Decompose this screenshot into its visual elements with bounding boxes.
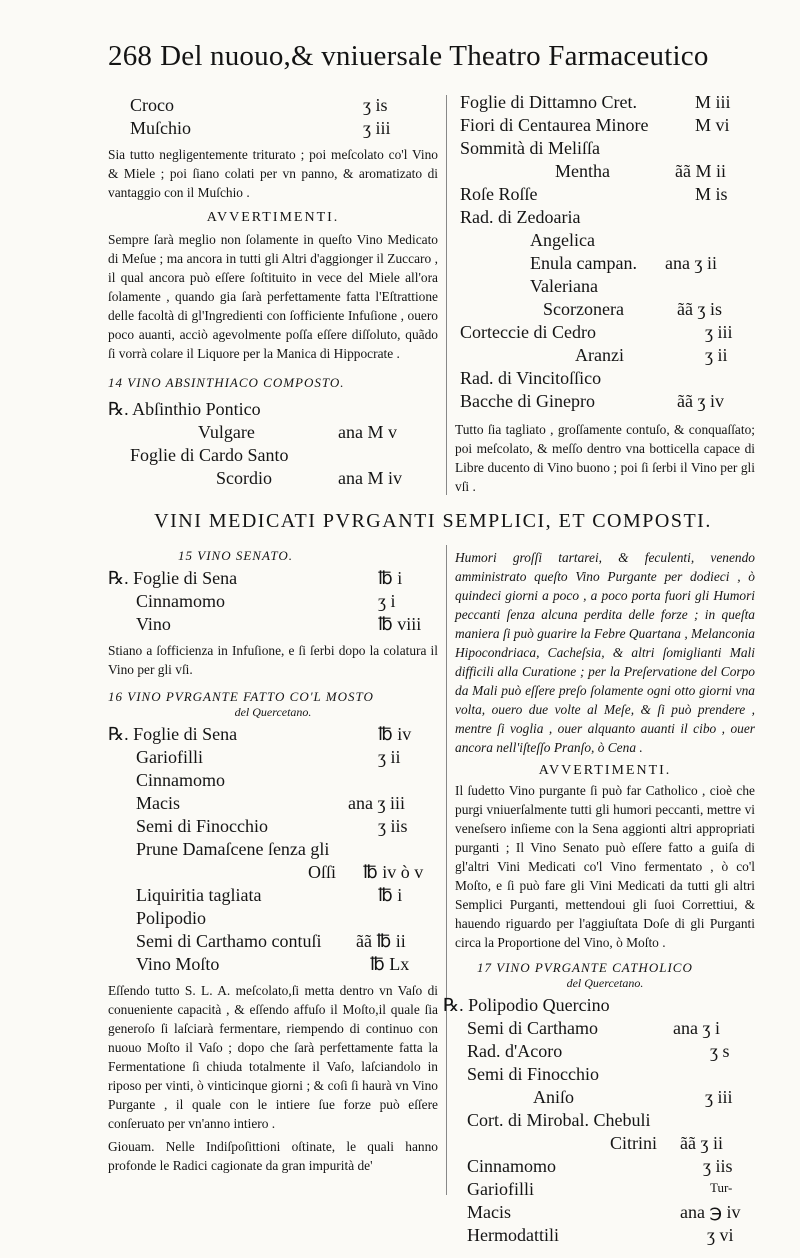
ingredient-name: Cinnamomo (136, 770, 225, 790)
ingredient-qty: ãã ʒ iv (677, 391, 724, 411)
ingredient-name: Cinnamomo (136, 591, 225, 611)
ingredient-row (455, 345, 755, 368)
ingredient-name: Semi di Carthamo contuſi (136, 931, 322, 951)
ingredient-row (455, 161, 755, 184)
ingredient-qty: M vi (695, 115, 730, 135)
ingredient-row (108, 445, 438, 468)
ingredient-qty: M is (695, 184, 728, 204)
ingredient-name: Aniſo (533, 1087, 575, 1107)
ingredient-row (455, 299, 755, 322)
preparation-text: Stiano a ſofficienza in Infuſione, e ſi ſerbi dopo la colatura il Vino per gli vſi. (108, 643, 438, 677)
ingredient-qty: ʒ iis (378, 816, 408, 836)
left-column-bottom (108, 548, 438, 1175)
ingredient-name: Semi di Finocchio (467, 1064, 599, 1084)
ingredient-name: Citrini (610, 1133, 658, 1153)
ingredient-name: Semi di Carthamo (467, 1018, 598, 1038)
benefits-text-continued: Humori groſſi tartarei, & feculenti, venendo amministrato queſto Vino Purgante per dodieci , ò quindeci giorni a poco , a poco porta fuori gli Humori peccanti ſenza alcuna perdita delle forze ; in queſta maniera ſi può guarire la Febre Quartana , Melanconia Hipocondriaca, Cacheſsia, & altri ſomiglianti Mali difficili alla Curatione ; per la Preſervatione del Corpo da Mali può eſſere preſo ſolamente ogni otto giorni vna volta, ouero due volte al Meſe, & ſi può prendere , mentre ſi voglia , ouer alquanto auanti il cibo , ouer ancora nell'iſteſſo Pranſo, ò Cena . (455, 550, 755, 755)
running-title: Del nuouo,& vniuersale Theatro Farmaceutico (160, 40, 709, 72)
ingredient-name: Corteccie di Cedro (460, 322, 596, 342)
ingredient-qty: ʒ iii (363, 118, 391, 138)
ingredient-row (108, 422, 438, 445)
ingredient-name: Vulgare (198, 422, 255, 442)
ingredient-name: ℞. Abſinthio Pontico (108, 399, 261, 419)
page-number: 268 (108, 40, 153, 72)
ingredient-name: Oſſi (308, 862, 337, 882)
ingredient-qty: ãã M ii (675, 161, 726, 181)
ingredient-qty: ʒ i (378, 591, 396, 611)
ingredient-row (108, 908, 438, 931)
ingredient-name: Semi di Finocchio (136, 816, 268, 836)
ingredient-name: Macis (136, 793, 180, 813)
benefits-text: Giouam. Nelle Indiſpoſittioni oſtinate, le quali hanno profonde le Radici cagionate da gran impurità de' (108, 1139, 438, 1173)
ingredient-row (108, 954, 438, 977)
ingredient-name: Fiori di Centaurea Minore (460, 115, 649, 135)
ingredient-name: Foglie di Cardo Santo (130, 445, 289, 465)
ingredient-name: Valeriana (530, 276, 598, 296)
ingredient-name: ℞. Polipodio Quercino (443, 995, 610, 1015)
ingredient-row (108, 885, 438, 908)
ingredient-qty: ʒ ii (705, 345, 728, 365)
ingredient-row (455, 230, 755, 253)
column-rule-bottom (446, 545, 447, 1195)
ingredient-row (443, 995, 755, 1018)
ingredient-name: Vino (136, 614, 171, 634)
ingredient-qty: ãã ʒ ii (680, 1133, 723, 1153)
ingredient-name: Rad. d'Acoro (467, 1041, 563, 1061)
ingredient-row (455, 1225, 755, 1248)
right-column-bottom (443, 548, 755, 1248)
ingredient-name: Scordio (216, 468, 272, 488)
ingredient-qty: ʒ vi (707, 1225, 734, 1245)
ingredient-qty: ãã ℔ ii (356, 931, 406, 951)
ingredient-qty: ana M v (338, 422, 397, 442)
ingredient-row (108, 95, 438, 118)
ingredient-qty: ℔ viii (378, 614, 422, 634)
ingredient-name: Scorzonera (543, 299, 624, 319)
ingredient-qty: ana M iv (338, 468, 402, 488)
section-banner: VINI MEDICATI PVRGANTI SEMPLICI, ET COMPOSTI. (154, 510, 712, 532)
ingredient-row (108, 614, 438, 637)
ingredient-row (455, 276, 755, 299)
ingredient-row (455, 92, 755, 115)
ingredient-name: Macis (467, 1202, 511, 1222)
ingredient-row (455, 1064, 755, 1087)
ingredient-row (455, 1018, 755, 1041)
left-column-top (108, 95, 438, 491)
ingredient-qty: ana ʒ iii (348, 793, 405, 813)
ingredient-row (108, 468, 438, 491)
ingredient-name: Bacche di Ginepro (460, 391, 595, 411)
ingredient-row (455, 184, 755, 207)
ingredient-qty: ʒ iii (705, 1087, 733, 1107)
preparation-text: Sia tutto negligentemente triturato ; poi meſcolato co'l Vino & Miele ; poi ſiano colati per vn panno, & aromatizato di vantaggio con il Muſchio . (108, 147, 438, 200)
ingredient-row (455, 368, 755, 391)
ingredient-name: ℞. Foglie di Sena (108, 724, 238, 744)
ingredient-name: ℞. Foglie di Sena (108, 568, 238, 588)
ingredient-name: Prune Damaſcene ſenza gli (136, 839, 330, 859)
running-header (108, 40, 758, 73)
ingredient-name: Aranzi (575, 345, 624, 365)
ingredient-row (455, 1041, 755, 1064)
ingredient-row (108, 568, 438, 591)
avvertimenti-heading: AVVERTIMENTI. (538, 763, 672, 778)
catchword: Tur- (710, 1180, 733, 1195)
ingredient-row (455, 1202, 755, 1225)
ingredient-row (108, 862, 438, 885)
ingredient-qty: ana ʒ ii (665, 253, 717, 273)
ingredient-name: Roſe Roſſe (460, 184, 538, 204)
ingredient-name: Sommità di Meliſſa (460, 138, 600, 158)
ingredient-row (455, 391, 755, 414)
ingredient-name: Polipodio (136, 908, 207, 928)
avvertimenti-text: Sempre ſarà meglio non ſolamente in queſto Vino Medicato di Meſue ; ma ancora in tutti gli Altri d'aggionger il Zuccaro , il qual ancora può eſſere ſoſtituito in vece del Miele all'ora ſolamente , quando gia ſarà perfettamente fatta l'Eſtrattione delle facoltà di gl'Ingredienti con ſofficiente Infuſione , ouero poco auanti, acciò agevolmente poſſa eſſere diſſoluto, quãdo ſi vorrà colare il Liquore per la Manica di Hippocrate . (108, 232, 438, 361)
ingredient-name: Foglie di Dittamno Cret. (460, 92, 637, 112)
ingredient-qty: ℔ iv ò v (363, 862, 424, 882)
ingredient-row (108, 747, 438, 770)
ingredient-row (455, 253, 755, 276)
recipe-author: del Quercetano. (566, 976, 644, 990)
ingredient-name: Muſchio (130, 118, 191, 138)
ingredient-name: Gariofilli (467, 1179, 534, 1199)
ingredient-row (108, 591, 438, 614)
recipe-heading-17: 17 VINO PVRGANTE CATHOLICO (477, 960, 693, 975)
ingredient-row (455, 138, 755, 161)
recipe-heading-14: 14 VINO ABSINTHIACO COMPOSTO. (108, 375, 345, 390)
ingredient-row (108, 931, 438, 954)
ingredient-name: Liquiritia tagliata (136, 885, 262, 905)
ingredient-row (455, 1133, 755, 1156)
ingredient-qty: M iii (695, 92, 731, 112)
ingredient-name: Hermodattili (467, 1225, 559, 1245)
ingredient-name: Cinnamomo (467, 1156, 556, 1176)
ingredient-qty: ℔ Lx (370, 954, 410, 974)
ingredient-row (108, 118, 438, 141)
right-column-top (455, 92, 755, 496)
avvertimenti-heading: AVVERTIMENTI. (206, 210, 340, 225)
ingredient-qty: ana ℈ iv (680, 1202, 741, 1222)
ingredient-name: Mentha (555, 161, 610, 181)
column-rule-top (446, 95, 447, 495)
ingredient-qty: ℔ iv (378, 724, 412, 744)
preparation-text: Tutto ſia tagliato , groſſamente contuſo, & conquaſſato; poi meſcolato, & meſſo dentro vna botticella capace di Libre ducento di Vino buono ; poi ſi ſerbi il Vino per gli vſi . (455, 422, 755, 494)
ingredient-row (108, 770, 438, 793)
ingredient-row (455, 207, 755, 230)
ingredient-name: Croco (130, 95, 174, 115)
avvertimenti-text: Il ſudetto Vino purgante ſi può far Catholico , cioè che purgi vniuerſalmente tutti gli humori peccanti, mettre vi veneſsero inſieme con la Sena aggionti altri appropriati purganti ; Il Vino Senato può eſſere fatto a guiſa di gl'altri Vini Medicati co'l Vino fermentato , ò co'l Moſto, e ſi può fare gli Vini Medicati da tutti gli altri Semplici Purganti, mettendoui gli ſuoi Correttiui, & hauendo riguardo per l'aggiuſtata Doſe di gli Purganti circa la Proportione del Vino, ò Moſto . (455, 783, 755, 950)
ingredient-row (455, 1156, 755, 1179)
ingredient-row (455, 322, 755, 345)
ingredient-row (108, 724, 438, 747)
ingredient-qty: ℔ i (378, 568, 403, 588)
ingredient-qty: ʒ s (710, 1041, 730, 1061)
ingredient-qty: ana ʒ i (673, 1018, 720, 1038)
ingredient-qty: ʒ is (363, 95, 388, 115)
ingredient-qty: ʒ iii (705, 322, 733, 342)
ingredient-qty: ʒ ii (378, 747, 401, 767)
ingredient-name: Vino Moſto (136, 954, 220, 974)
ingredient-qty: ʒ iis (703, 1156, 733, 1176)
ingredient-row (108, 839, 438, 862)
ingredient-row (455, 1087, 755, 1110)
ingredient-row (455, 115, 755, 138)
ingredient-name: Rad. di Vincitoſſico (460, 368, 602, 388)
ingredient-qty: ℔ i (378, 885, 403, 905)
ingredient-name: Enula campan. (530, 253, 637, 273)
ingredient-row (108, 793, 438, 816)
recipe-heading-15: 15 VINO SENATO. (178, 548, 294, 563)
ingredient-name: Cort. di Mirobal. Chebuli (467, 1110, 651, 1130)
ingredient-row (108, 816, 438, 839)
ingredient-qty: ãã ʒ is (677, 299, 722, 319)
recipe-author: del Quercetano. (234, 705, 312, 719)
ingredient-name: Rad. di Zedoaria (460, 207, 581, 227)
preparation-text: Eſſendo tutto S. L. A. meſcolato,ſi metta dentro vn Vaſo di conueniente capacità , & eſſendo affuſo il Moſto,il quale ſia generoſo ſi laſciarà fermentare, riempendo di continuo con nuouo Moſto il Vaſo ; dopo che ſarà perfettamente fatta la Fermentatione ſi chiuda totalmente il Vaſo, laſciandolo in riposo per vinti, ò vinticinque giorni ; & coſi ſi haurà vn Vino Purgante , il quale con le intiere ſue forze può eſſere conſeruato per vn'anno intiero . (108, 983, 438, 1131)
ingredient-name: Gariofilli (136, 747, 203, 767)
ingredient-row (108, 399, 438, 422)
recipe-heading-16: 16 VINO PVRGANTE FATTO CO'L MOSTO (108, 689, 374, 704)
ingredient-name: Angelica (530, 230, 595, 250)
ingredient-row (455, 1110, 755, 1133)
